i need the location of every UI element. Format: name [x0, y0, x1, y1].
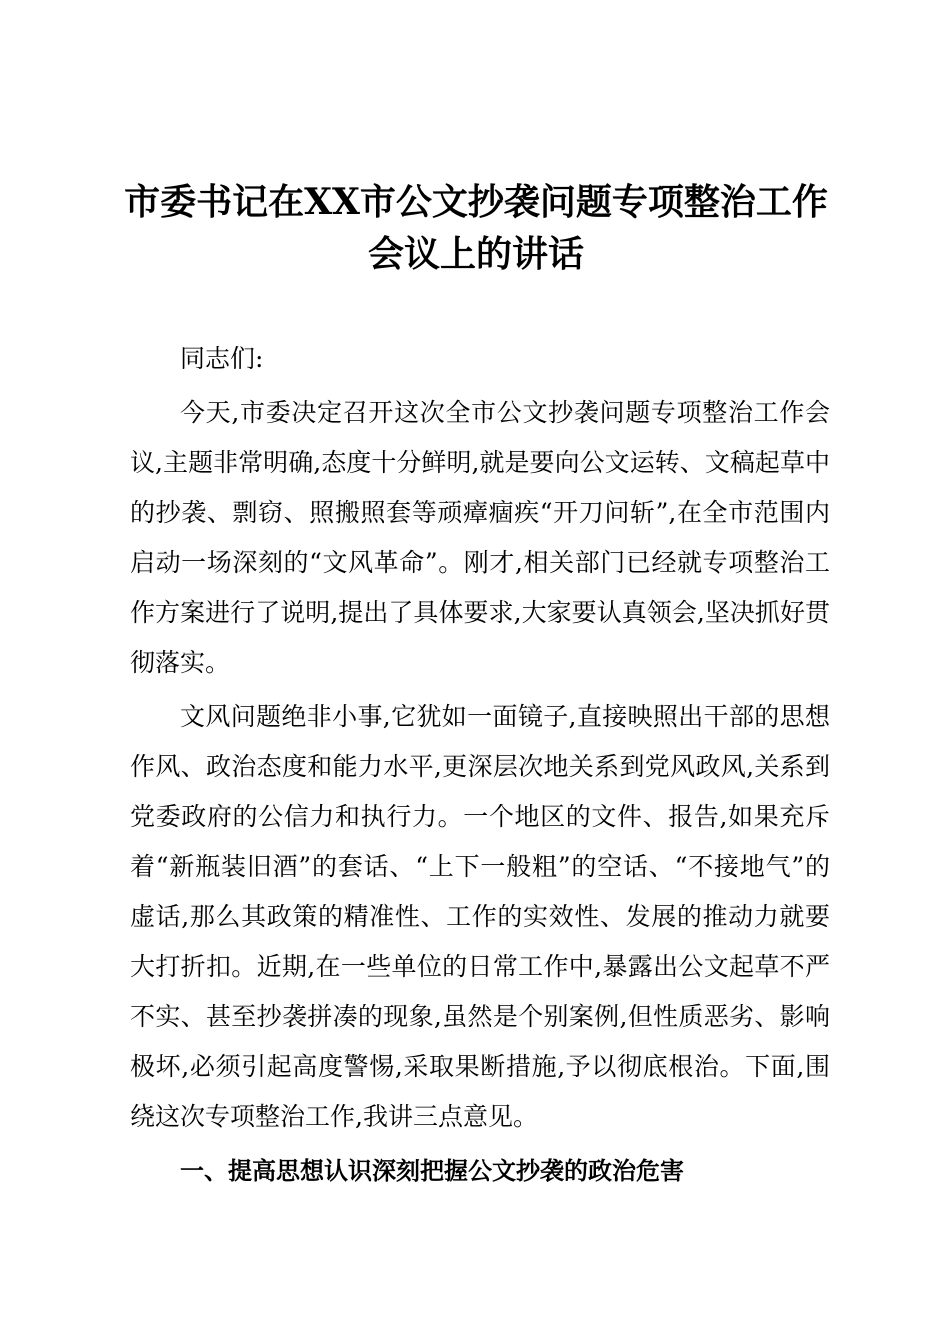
document-body — [130, 334, 830, 1196]
document-title: 市委书记在XX市公文抄袭问题专项整治工作会议上的讲话 — [124, 181, 828, 275]
section-heading: 一、提高思想认识深刻把握公文抄袭的政治危害 — [180, 1157, 684, 1185]
paragraph-opening: 今天,市委决定召开这次全市公文抄袭问题专项整治工作会议,主题非常明确,态度十分鲜明,就是要向公文运转、文稿起草中的抄袭、剽窃、照搬照套等顽瘴痼疾“开刀问斩”,在全市范围内启动一场深刻的“文风革命”。刚才,相关部门已经就专项整治工作方案进行了说明,提出了具体要求,大家要认真领会,坚决抓好贯彻落实。 — [130, 398, 830, 677]
paragraph-writing-style: 文风问题绝非小事,它犹如一面镜子,直接映照出干部的思想作风、政治态度和能力水平,更深层次地关系到党风政风,关系到党委政府的公信力和执行力。一个地区的文件、报告,如果充斥着“新瓶装旧酒”的套话、“上下一般粗”的空话、“不接地气”的虚话,那么其政策的精准性、工作的实效性、发展的推动力就要大打折扣。近期,在一些单位的日常工作中,暴露出公文起草不严不实、甚至抄袭拼凑的现象,虽然是个别案例,但性质恶劣、影响极坏,必须引起高度警惕,采取果断措施,予以彻底根治。下面,围绕这次专项整治工作,我讲三点意见。 — [130, 702, 830, 1131]
salutation: 同志们: — [180, 344, 264, 373]
